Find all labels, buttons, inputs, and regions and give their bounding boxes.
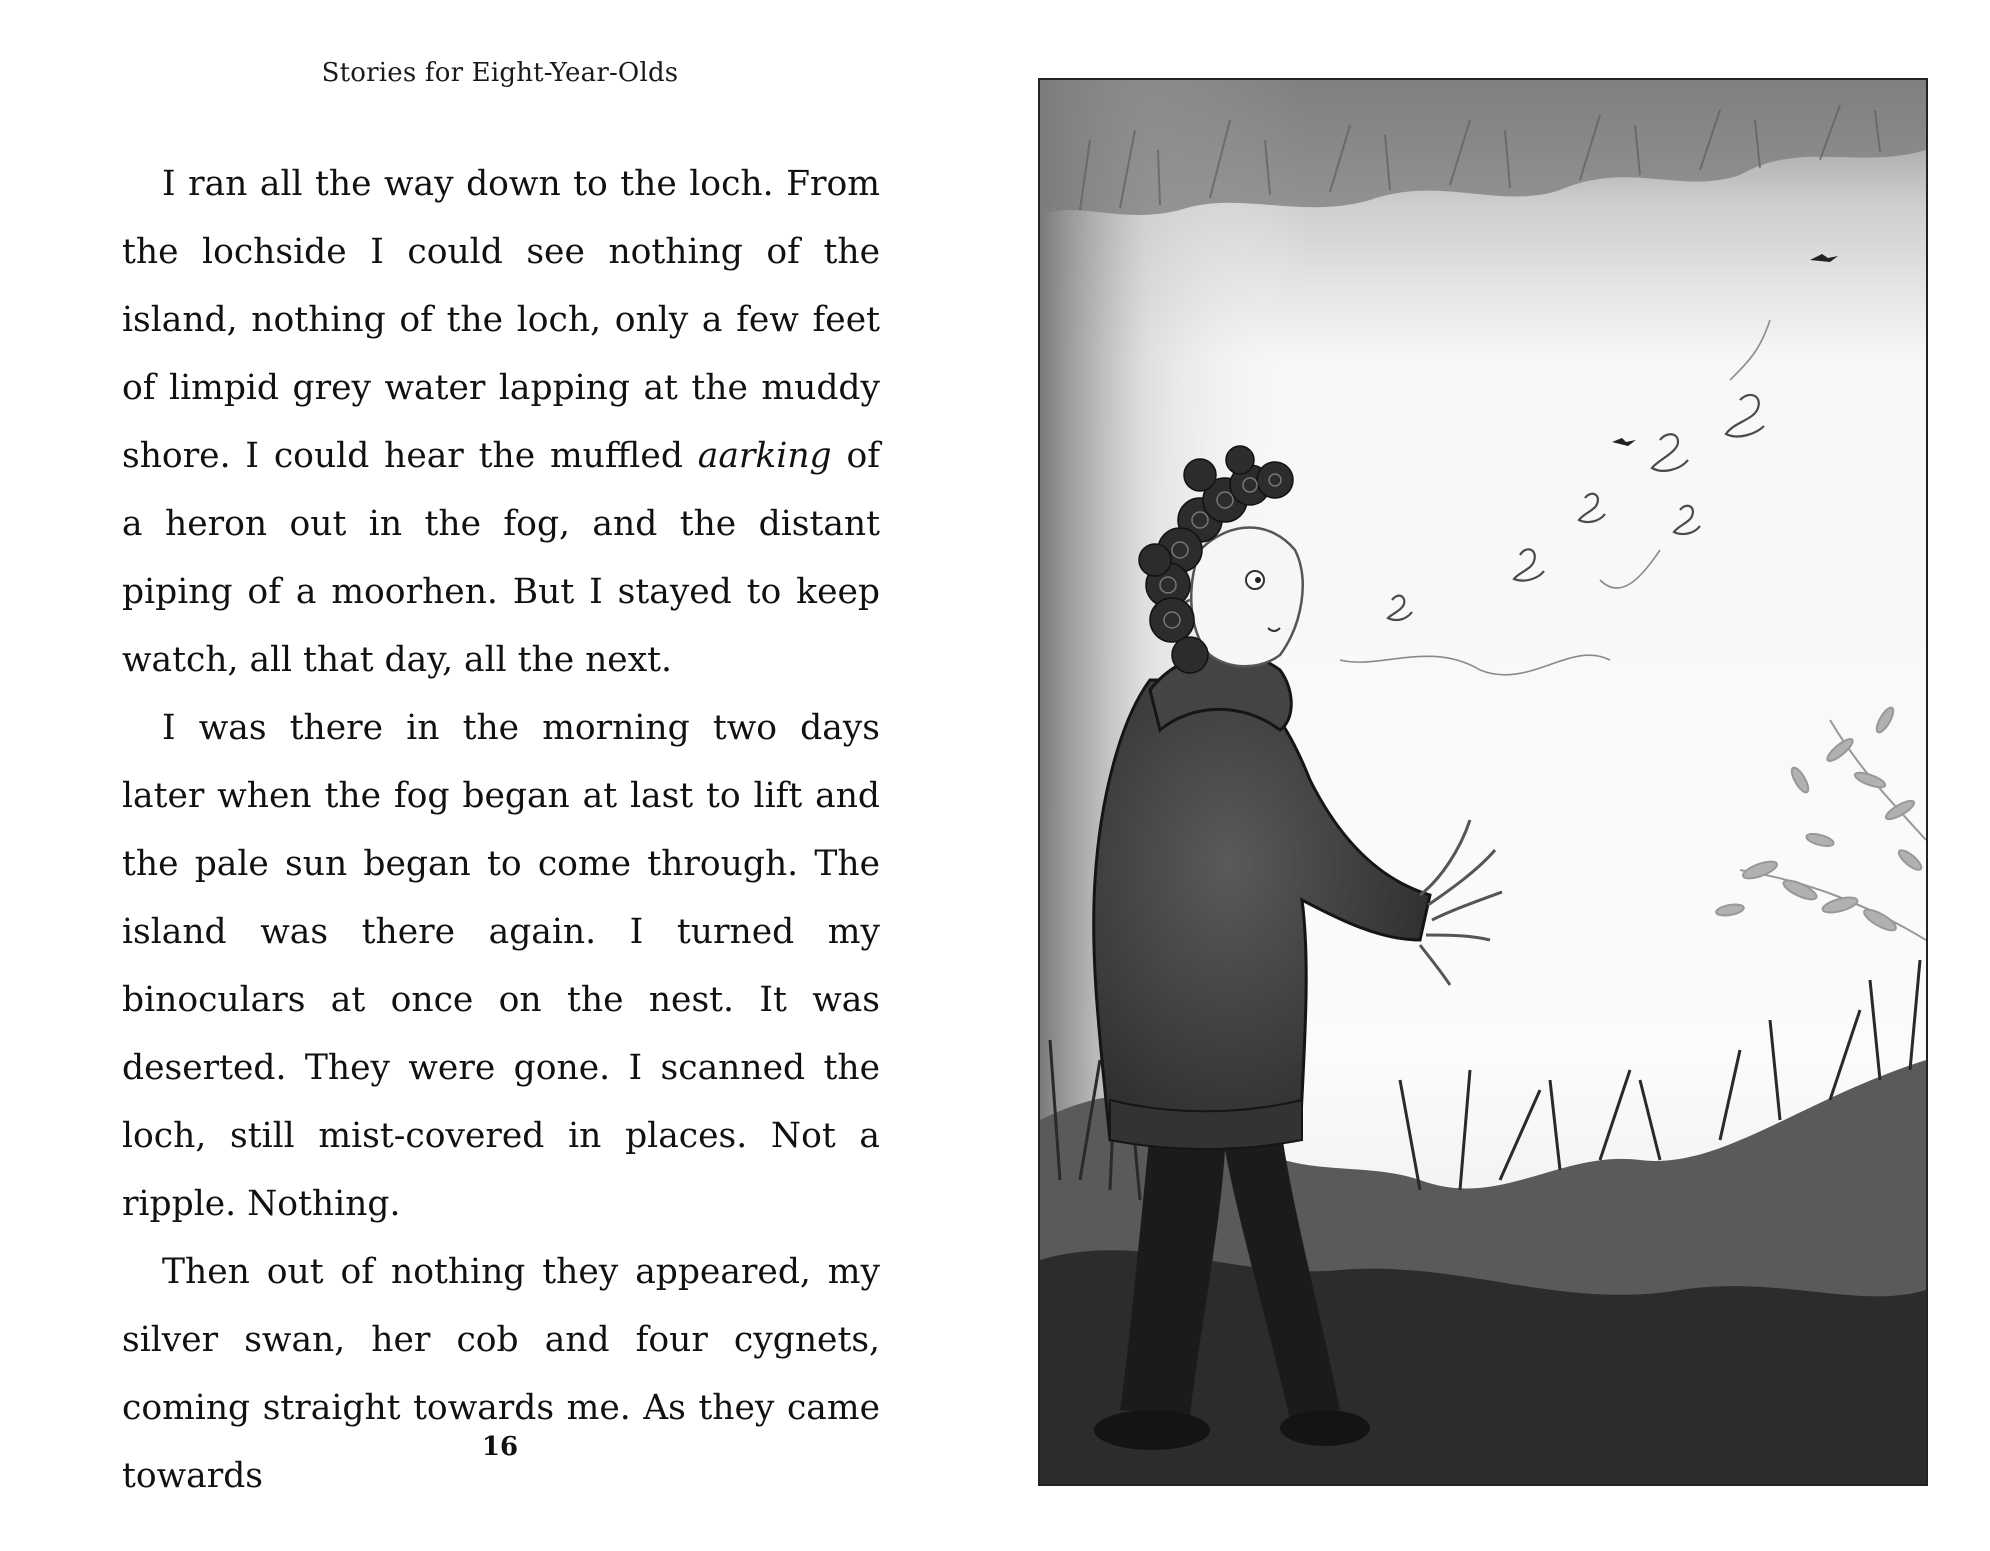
paragraph-1-emphasis: aarking: [697, 436, 832, 476]
boy-left-boot: [1094, 1410, 1210, 1450]
paragraph-3: Then out of nothing they appeared, my silver swan, her cob and four cygnets, coming straight towards me. As they came towards: [122, 1252, 880, 1496]
boy-face: [1191, 528, 1302, 667]
paragraph-1-post: of a heron out in the fog, and the distant piping of a moorhen. But I stayed to keep watch, all that day, all the next.: [122, 436, 880, 680]
paragraph-1-pre: I ran all the way down to the loch. From the lochside I could see nothing of the island, nothing of the loch, only a few feet of limpid grey water lapping at the muddy shore. I could hear the muffled: [122, 164, 880, 476]
paragraph-2: I was there in the morning two days later when the fog began at last to lift and the pale sun began to come through. The island was there again. I turned my binoculars at once on the nest. It was deserted. They were gone. I scanned the loch, still mist-covered in places. Not a ripple. Nothing.: [122, 708, 880, 1224]
boy-right-boot: [1280, 1410, 1370, 1446]
paragraph-1: [122, 150, 880, 694]
illustration: [1038, 78, 1928, 1486]
boy-and-swans-drawing: [1040, 80, 1926, 1484]
page-number: 16: [481, 1432, 519, 1462]
story-text: [122, 150, 880, 1510]
running-head: Stories for Eight-Year-Olds: [321, 58, 679, 88]
